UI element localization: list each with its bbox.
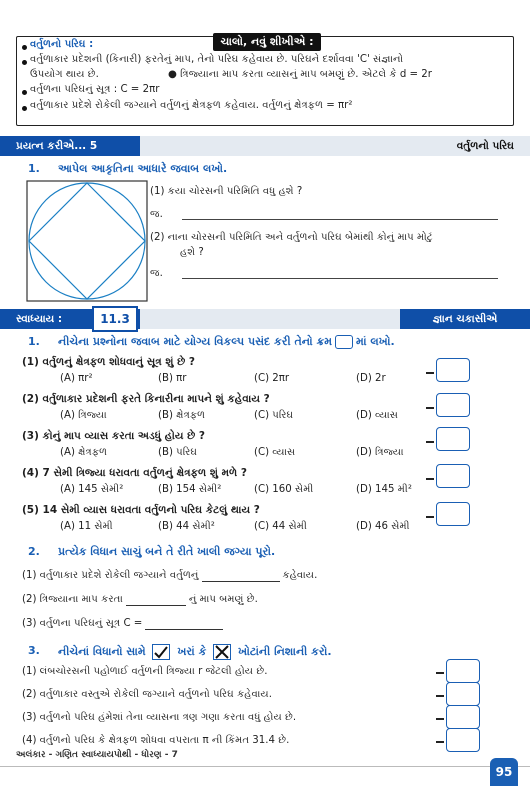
fill-blank[interactable] xyxy=(145,618,223,630)
check-icon xyxy=(152,644,170,660)
mcq-question: (1) વર્તુળનું ક્ષેત્રફળ શોધવાનું સૂત્ર શું છે ? xyxy=(22,356,195,368)
bullet xyxy=(22,45,27,50)
answer-box[interactable] xyxy=(436,502,470,526)
mcq-option[interactable]: (A) 11 સેમી xyxy=(60,521,113,532)
answer-dash xyxy=(426,441,434,443)
tf-item: (3) વર્તુળનો પરિઘ હંમેશાં તેના વ્યાસના ત્રણ ગણા કરતા વધું હોય છે. xyxy=(22,712,297,723)
practice-topic: વર્તુળનો પરિઘ xyxy=(456,140,514,152)
answer-dash xyxy=(426,478,434,480)
cross-icon xyxy=(213,644,231,660)
summary-line-4: વર્તુળના પરિઘનું સૂત્ર : C = 2πr xyxy=(30,84,160,95)
mcq-option[interactable]: (C) 44 સેમી xyxy=(254,521,307,532)
mcq-option[interactable]: (D) ત્રિજ્યા xyxy=(356,447,404,458)
fill-item: (3) વર્તુળના પરિઘનું સૂત્ર C = xyxy=(22,618,226,630)
answer-box-icon xyxy=(335,335,353,349)
footer-text: અલંકાર - ગણિત સ્વાધ્યાયપોથી - ધોરણ - 7 xyxy=(16,750,178,760)
answer-box[interactable] xyxy=(436,358,470,382)
mcq-option[interactable]: (B) ક્ષેત્રફળ xyxy=(158,410,206,421)
mcq-option[interactable]: (A) ક્ષેત્રફળ xyxy=(60,447,108,458)
exercise-label: સ્વાધ્યાય : xyxy=(0,309,140,329)
answer-box[interactable] xyxy=(446,728,480,752)
mcq-option[interactable]: (C) 2πr xyxy=(254,373,290,384)
mcq-option[interactable]: (D) 145 મી² xyxy=(356,484,412,495)
answer-label: જ. xyxy=(150,268,163,279)
page-number: 95 xyxy=(490,758,518,786)
answer-dash xyxy=(436,718,444,720)
section-text: નીચેનાં વિધાનો સામે ખરાં કે ખોટાંની નિશાની કરો. xyxy=(58,645,332,658)
answer-dash xyxy=(426,516,434,518)
answer-line[interactable] xyxy=(182,278,498,279)
bullet xyxy=(22,60,27,65)
answer-dash xyxy=(436,695,444,697)
summary-line-3a: ઉપયોગ થાય છે. xyxy=(30,69,99,80)
mcq-option[interactable]: (C) વ્યાસ xyxy=(254,447,296,458)
exercise-topic: જ્ઞાન ચકાસીએ xyxy=(400,309,530,329)
mcq-option[interactable]: (D) વ્યાસ xyxy=(356,410,399,421)
answer-dash xyxy=(436,741,444,743)
mcq-option[interactable]: (B) 44 સેમી² xyxy=(158,521,215,532)
summary-line-3b: ● ત્રિજ્યાના માપ કરતા વ્યાસનું માપ બમણું છે. એટલે કે d = 2r xyxy=(168,69,432,80)
section-number: 1. xyxy=(28,335,40,348)
bullet xyxy=(22,90,27,95)
question-text: આપેલ આકૃતિના આધારે જવાબ લખો. xyxy=(58,162,228,175)
mcq-question: (5) 14 સેમી વ્યાસ ધરાવતા વર્તુળનો પરિઘ કેટલું થાય ? xyxy=(22,504,260,516)
tf-item: (2) વર્તુળાકાર વસ્તુએ રોકેલી જગ્યાને વર્તુળનો પરિઘ કહેવાય. xyxy=(22,689,272,700)
fill-blank[interactable] xyxy=(126,594,186,606)
mcq-option[interactable]: (A) 145 સેમી² xyxy=(60,484,124,495)
summary-line-2: વર્તુળાકાર પ્રદેશની (કિનારી) ફરતેનું માપ, તેનો પરિઘ કહેવાય છે. પરિઘને દર્શાવવા 'C' સંજ્ઞાનો xyxy=(30,54,404,65)
mcq-option[interactable]: (B) પરિઘ xyxy=(158,447,198,458)
sub-question-2b: હશે ? xyxy=(180,247,204,258)
answer-label: જ. xyxy=(150,209,163,220)
mcq-option[interactable]: (C) 160 સેમી xyxy=(254,484,314,495)
sub-question-1: (1) કયા ચોરસની પરિમિતિ વધુ હશે ? xyxy=(150,186,303,197)
fill-blank[interactable] xyxy=(202,570,280,582)
fill-item: (2) ત્રિજ્યાના માપ કરતા નું માપ બમણું છે. xyxy=(22,594,258,605)
mcq-option[interactable]: (B) πr xyxy=(158,373,187,384)
answer-box[interactable] xyxy=(446,682,480,706)
mcq-question: (4) 7 સેમી ત્રિજ્યા ધરાવતા વર્તુળનું ક્ષેત્રફળ શું મળે ? xyxy=(22,467,247,479)
footer-divider xyxy=(0,766,530,767)
summary-line-5: વર્તુળાકાર પ્રદેશે રોકેલી જગ્યાને વર્તુળનું ક્ષેત્રફળ કહેવાય. વર્તુળનું ક્ષેત્રફળ = πr² xyxy=(30,100,353,111)
answer-dash xyxy=(426,372,434,374)
summary-line-1: વર્તુળનો પરિઘ : xyxy=(30,39,94,50)
tf-item: (1) લંબચોરસની પહોળાઈ વર્તુળની ત્રિજ્યા r જેટલી હોય છે. xyxy=(22,666,268,677)
answer-dash xyxy=(426,407,434,409)
sub-question-2a: (2) નાના ચોરસની પરિમિતિ અને વર્તુળનો પરિઘ બેમાંથી કોનું માપ મોટું xyxy=(150,232,433,243)
answer-box[interactable] xyxy=(436,464,470,488)
section-number: 2. xyxy=(28,545,40,558)
section-number: 3. xyxy=(28,644,40,657)
circle-square-figure xyxy=(26,180,148,302)
mcq-option[interactable]: (A) ત્રિજ્યા xyxy=(60,410,107,421)
question-number: 1. xyxy=(28,162,40,175)
mcq-option[interactable]: (D) 2r xyxy=(356,373,386,384)
section-text: નીચેના પ્રશ્નોના જવાબ માટે યોગ્ય વિકલ્પ પસંદ કરી તેનો ક્રમ માં લખો. xyxy=(58,335,395,348)
tf-item: (4) વર્તુળનો પરિઘ કે ક્ષેત્રફળ શોધવા વપરાતા π ની કિંમત 31.4 છે. xyxy=(22,735,290,746)
answer-line[interactable] xyxy=(182,219,498,220)
mcq-option[interactable]: (A) πr² xyxy=(60,373,93,384)
answer-dash xyxy=(436,672,444,674)
bullet xyxy=(22,106,27,111)
answer-box[interactable] xyxy=(436,427,470,451)
mcq-option[interactable]: (D) 46 સેમી xyxy=(356,521,410,532)
fill-item: (1) વર્તુળાકાર પ્રદેશે રોકેલી જગ્યાને વર્તુળનું કહેવાય. xyxy=(22,570,318,581)
answer-box[interactable] xyxy=(436,393,470,417)
mcq-question: (2) વર્તુળાકાર પ્રદેશની ફરતે કિનારીના માપને શું કહેવાય ? xyxy=(22,393,270,405)
exercise-number: 11.3 xyxy=(92,306,138,332)
mcq-option[interactable]: (B) 154 સેમી² xyxy=(158,484,222,495)
section-text: પ્રત્યેક વિધાન સાચું બને તે રીતે ખાલી જગ્યા પૂરો. xyxy=(58,545,276,558)
summary-tab: ચાલો, નવું શીખીએ : xyxy=(213,33,321,51)
answer-box[interactable] xyxy=(446,659,480,683)
answer-box[interactable] xyxy=(446,705,480,729)
mcq-option[interactable]: (C) પરિઘ xyxy=(254,410,294,421)
practice-label: પ્રયત્ન કરીએ... 5 xyxy=(0,136,140,156)
mcq-question: (3) કોનું માપ વ્યાસ કરતા અડધું હોય છે ? xyxy=(22,430,205,442)
